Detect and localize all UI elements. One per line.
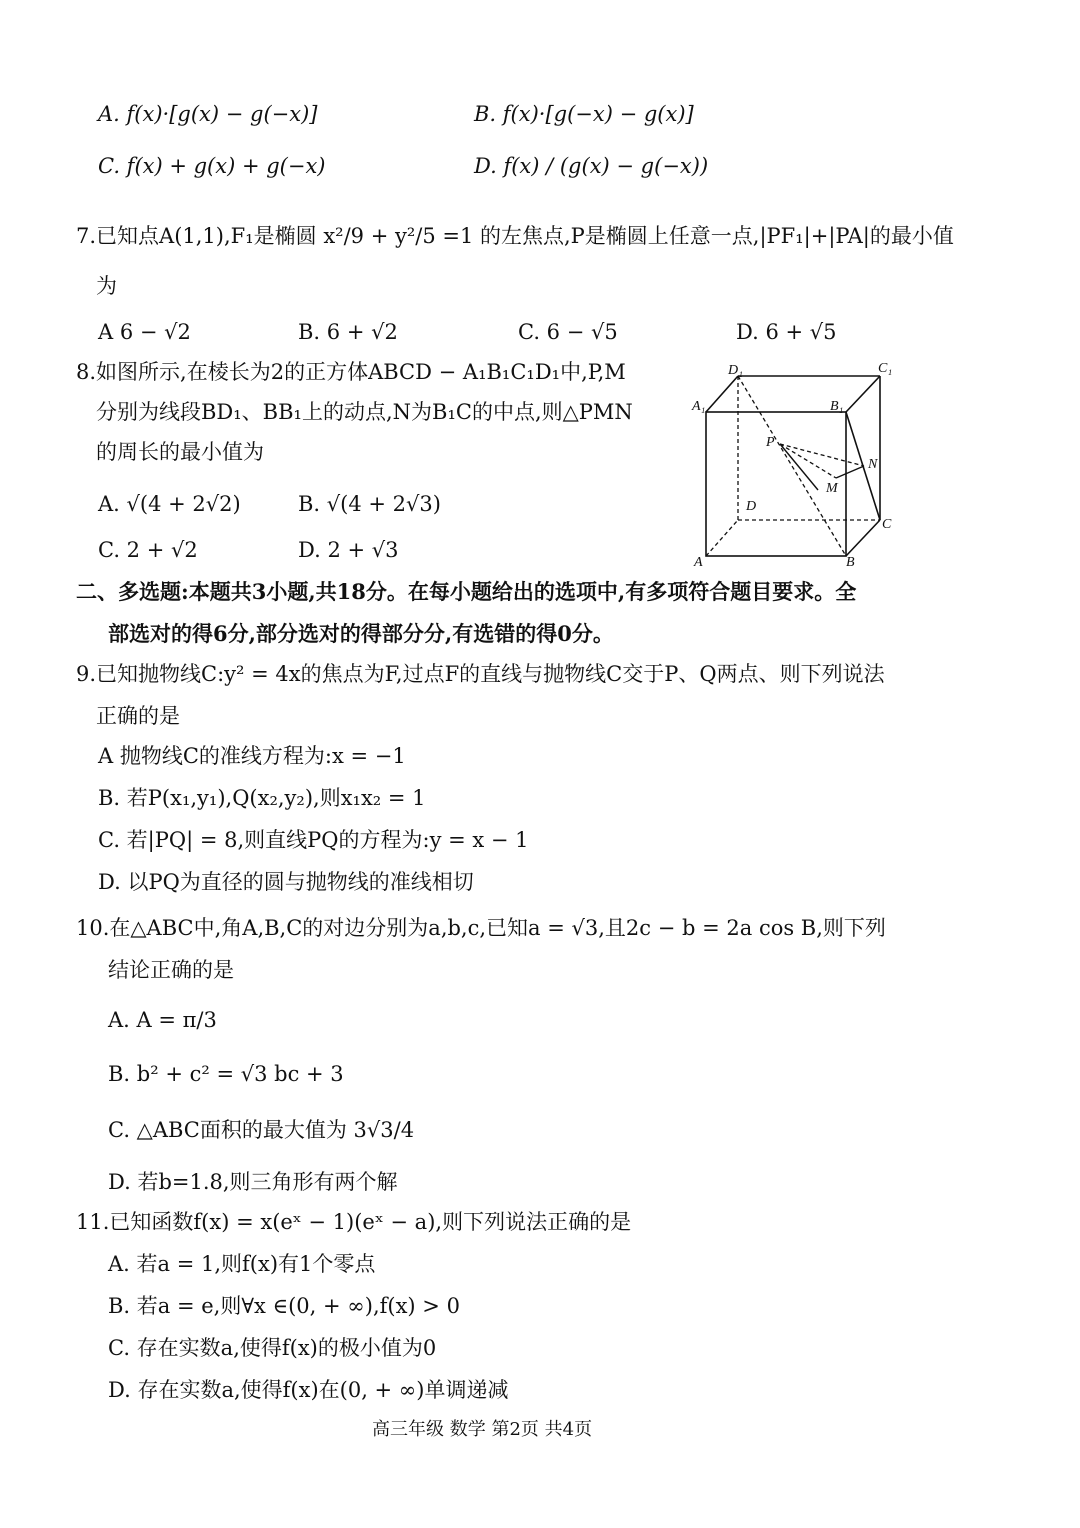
q7-option-a: A 6 − √2 <box>98 320 191 344</box>
section2-heading-line-2: 部选对的得6分,部分选对的得部分分,有选错的得0分。 <box>108 621 614 646</box>
q8-option-b: B. √(4 + 2√3) <box>298 492 441 516</box>
q9-option-b: B. 若P(x₁,y₁),Q(x₂,y₂),则x₁x₂ = 1 <box>98 786 426 810</box>
label-d1: D₁ <box>728 363 743 378</box>
label-n: N <box>868 457 878 472</box>
q9-option-c: C. 若|PQ| = 8,则直线PQ的方程为:y = x − 1 <box>98 828 529 852</box>
page-footer: 高三年级 数学 第2页 共4页 <box>372 1419 593 1440</box>
label-a1: A₁ <box>692 399 706 414</box>
q8-stem-line-2: 分别为线段BD₁、BB₁上的动点,N为B₁C的中点,则△PMN <box>96 400 633 424</box>
label-c: C <box>882 517 892 532</box>
q9-stem-line-1: 9.已知抛物线C:y² = 4x的焦点为F,过点F的直线与抛物线C交于P、Q两点、则下列说法 <box>76 662 885 686</box>
q10-option-b: B. b² + c² = √3 bc + 3 <box>108 1062 344 1086</box>
q9-option-d: D. 以PQ为直径的圆与抛物线的准线相切 <box>98 870 474 894</box>
label-b1: B₁ <box>830 399 844 414</box>
label-b: B <box>846 555 855 570</box>
q7-option-c: C. 6 − √5 <box>518 320 618 344</box>
q9-stem-line-2: 正确的是 <box>96 704 180 728</box>
q11-stem: 11.已知函数f(x) = x(eˣ − 1)(eˣ − a),则下列说法正确的是 <box>76 1210 632 1234</box>
q11-option-a: A. 若a = 1,则f(x)有1个零点 <box>108 1252 376 1276</box>
label-p: P <box>766 435 775 450</box>
label-c1: C₁ <box>878 361 893 376</box>
q8-stem-line-1: 8.如图所示,在棱长为2的正方体ABCD − A₁B₁C₁D₁中,P,M <box>76 360 626 384</box>
q8-option-a: A. √(4 + 2√2) <box>98 492 241 516</box>
q7-stem-cont: 为 <box>96 274 117 298</box>
q6-option-b: B. f(x)·[g(−x) − g(x)] <box>474 102 694 126</box>
q9-option-a: A 抛物线C的准线方程为:x = −1 <box>98 744 406 768</box>
q8-option-d: D. 2 + √3 <box>298 538 399 562</box>
q7-stem: 7.已知点A(1,1),F₁是椭圆 x²/9 + y²/5 =1 的左焦点,P是椭圆上任意一点,|PF₁|+|PA|的最小值 <box>76 224 954 248</box>
label-a: A <box>694 555 703 570</box>
cube-front-face <box>706 412 846 556</box>
q11-option-d: D. 存在实数a,使得f(x)在(0, + ∞)单调递减 <box>108 1378 509 1402</box>
label-d: D <box>746 499 757 514</box>
q10-option-d: D. 若b=1.8,则三角形有两个解 <box>108 1170 398 1194</box>
q11-option-c: C. 存在实数a,使得f(x)的极小值为0 <box>108 1336 437 1360</box>
q8-stem-line-3: 的周长的最小值为 <box>96 440 264 464</box>
q11-option-b: B. 若a = e,则∀x ∈(0, + ∞),f(x) > 0 <box>108 1294 460 1318</box>
q6-option-c: C. f(x) + g(x) + g(−x) <box>98 154 326 178</box>
label-m: M <box>826 481 838 496</box>
q6-option-a: A. f(x)·[g(x) − g(−x)] <box>98 102 318 126</box>
q7-option-d: D. 6 + √5 <box>736 320 837 344</box>
q10-stem-line-1: 10.在△ABC中,角A,B,C的对边分别为a,b,c,已知a = √3,且2c − b = 2a cos B,则下列 <box>76 916 886 940</box>
q7-option-b: B. 6 + √2 <box>298 320 398 344</box>
q10-option-a: A. A = π/3 <box>108 1008 217 1032</box>
q8-option-c: C. 2 + √2 <box>98 538 198 562</box>
section2-heading-line-1: 二、多选题:本题共3小题,共18分。在每小题给出的选项中,有多项符合题目要求。全 <box>76 579 857 604</box>
cube-figure <box>688 360 898 570</box>
q6-option-d: D. f(x) / (g(x) − g(−x)) <box>474 154 709 178</box>
q10-stem-line-2: 结论正确的是 <box>108 958 234 982</box>
q10-option-c: C. △ABC面积的最大值为 3√3/4 <box>108 1118 415 1142</box>
